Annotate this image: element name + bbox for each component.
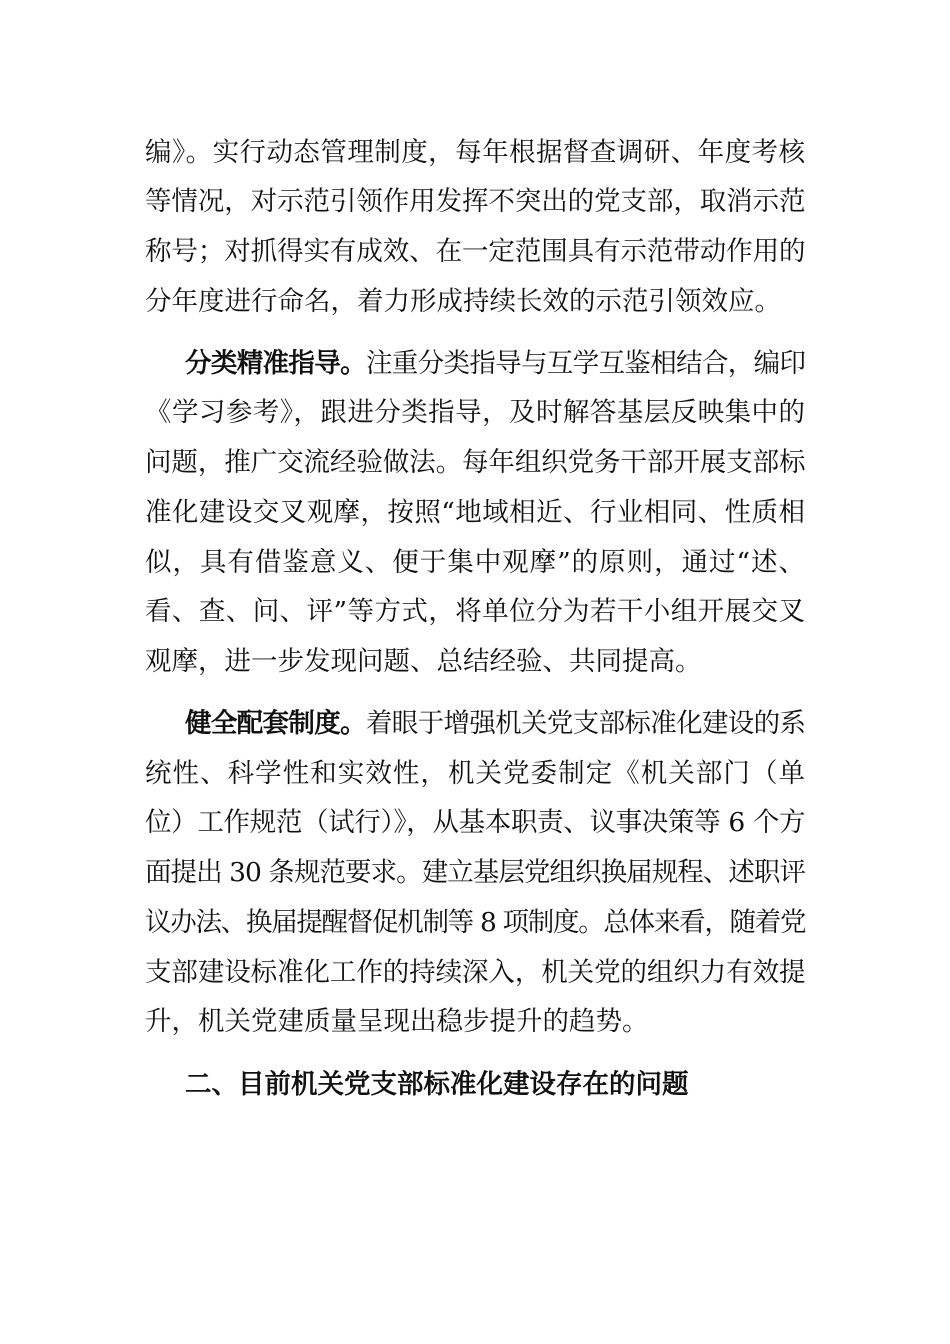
paragraph-line: 分年度进行命名，着力形成持续长效的示范引领效应。 <box>145 286 781 317</box>
section-heading: 二、目前机关党支部标准化建设存在的问题 <box>185 1069 689 1100</box>
paragraph-first-line <box>185 344 805 384</box>
paragraph-line: 称号；对抓得实有成效、在一定范围具有示范带动作用的 <box>145 236 805 267</box>
paragraph-line: 等情况，对示范引领作用发挥不突出的党支部，取消示范 <box>145 186 805 217</box>
paragraph-text: 注重分类指导与互学互鉴相结合，编印 <box>365 348 806 379</box>
paragraph-line: 位）工作规范（试行）》，从基本职责、议事决策等 6 个方 <box>145 807 805 838</box>
paragraph-line: 《学习参考》，跟进分类指导，及时解答基层反映集中的 <box>145 397 805 428</box>
paragraph-line: 准化建设交叉观摩，按照“地域相近、行业相同、性质相 <box>145 497 805 528</box>
paragraph-text: 着眼于增强机关党支部标准化建设的系 <box>365 708 806 739</box>
paragraph-line: 面提出 30 条规范要求。建立基层党组织换届规程、述职评 <box>145 857 805 888</box>
paragraph-line: 升，机关党建质量呈现出稳步提升的趋势。 <box>145 1006 649 1037</box>
paragraph-line: 统性、科学性和实效性，机关党委制定《机关部门（单 <box>145 758 805 789</box>
paragraph-line: 支部建设标准化工作的持续深入，机关党的组织力有效提 <box>145 957 805 988</box>
paragraph-lead: 健全配套制度。 <box>185 708 366 739</box>
paragraph-line: 编》。实行动态管理制度，每年根据督查调研、年度考核 <box>145 137 805 168</box>
paragraph-line: 似，具有借鉴意义、便于集中观摩”的原则，通过“述、 <box>145 547 805 578</box>
paragraph-line: 观摩，进一步发现问题、总结经验、共同提高。 <box>145 646 702 677</box>
paragraph-line: 看、查、问、评”等方式，将单位分为若干小组开展交叉 <box>145 596 805 627</box>
paragraph-line: 问题，推广交流经验做法。每年组织党务干部开展支部标 <box>145 447 805 478</box>
paragraph-lead: 分类精准指导。 <box>185 348 366 379</box>
paragraph-first-line <box>185 704 805 744</box>
paragraph-line: 议办法、换届提醒督促机制等 8 项制度。总体来看，随着党 <box>145 907 805 938</box>
